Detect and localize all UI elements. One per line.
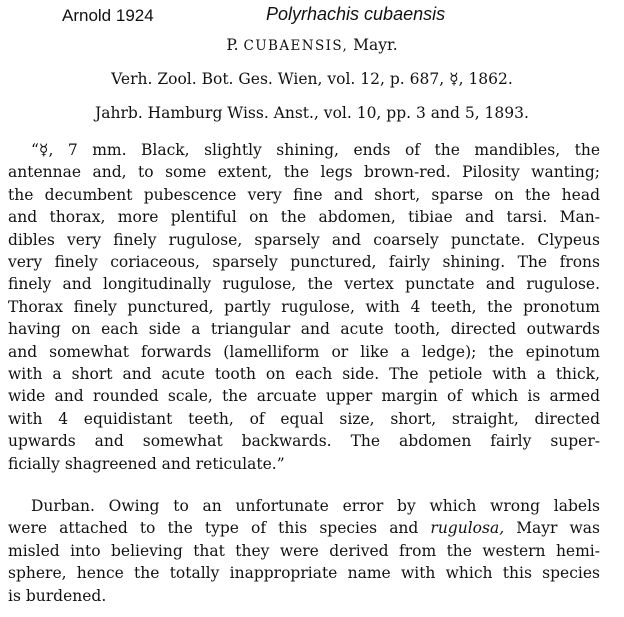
taxon-species: CUBAENSIS, <box>243 38 349 54</box>
remarks-text: were attached to the type of this species and <box>8 519 419 538</box>
citation-label: Arnold 1924 <box>62 6 154 25</box>
taxon-author: Mayr. <box>353 36 398 54</box>
remarks-line <box>8 517 600 539</box>
taxon-genus: P. <box>226 36 239 54</box>
taxon-title <box>0 36 624 54</box>
description-line: ficially shagreened and reticulate.” <box>8 454 285 473</box>
species-heading: Polyrhachis cubaensis <box>266 4 446 24</box>
reference-line-1: Verh. Zool. Bot. Ges. Wien, vol. 12, p. 687, ☿, 1862. <box>111 70 513 88</box>
description-line: antennae and, to some extent, the legs brown-red. Pilosity wanting; <box>8 163 600 182</box>
description-line: with a short and acute tooth on each side. The petiole with a thick, <box>8 365 600 384</box>
description-line: the decumbent pubescence very fine and short, sparse on the head <box>8 185 600 204</box>
remarks-line: sphere, hence the totally inappropriate name with which this species <box>8 564 600 583</box>
description-line: and thorax, more plentiful on the abdomen, tibiae and tarsi. Man- <box>8 208 600 227</box>
description-quote <box>8 139 600 475</box>
description-line: and somewhat forwards (lamelliform or like a ledge); the epinotum <box>8 342 600 361</box>
remarks-text: Mayr was <box>516 519 600 538</box>
description-line: dibles very finely rugulose, sparsely and coarsely punctate. Clypeus <box>8 230 600 249</box>
description-line: with 4 equidistant teeth, of equal size, short, straight, directed <box>8 409 600 428</box>
description-line: very finely coriaceous, sparsely punctured, fairly shining. The frons <box>8 253 600 272</box>
remarks-line: is burdened. <box>8 586 107 605</box>
description-line: upwards and somewhat backwards. The abdomen fairly super- <box>8 432 600 451</box>
remarks-line: misled into believing that they were derived from the western hemi- <box>8 541 600 560</box>
species-name-italic: rugulosa, <box>430 519 505 538</box>
remarks-paragraph <box>8 495 600 607</box>
description-line: wide and rounded scale, the arcuate upper margin of which is armed <box>8 387 600 406</box>
description-line: Thorax finely punctured, partly rugulose, with 4 teeth, the pronotum <box>8 297 600 316</box>
remarks-line: Durban. Owing to an unfortunate error by which wrong labels <box>31 497 600 515</box>
reference-line-2: Jahrb. Hamburg Wiss. Anst., vol. 10, pp. 3 and 5, 1893. <box>95 104 529 122</box>
description-line: finely and longitudinally rugulose, the vertex punctate and rugulose. <box>8 275 600 294</box>
description-line: “☿, 7 mm. Black, slightly shining, ends of the mandibles, the <box>31 141 600 159</box>
description-line: having on each side a triangular and acute tooth, directed outwards <box>8 320 600 339</box>
